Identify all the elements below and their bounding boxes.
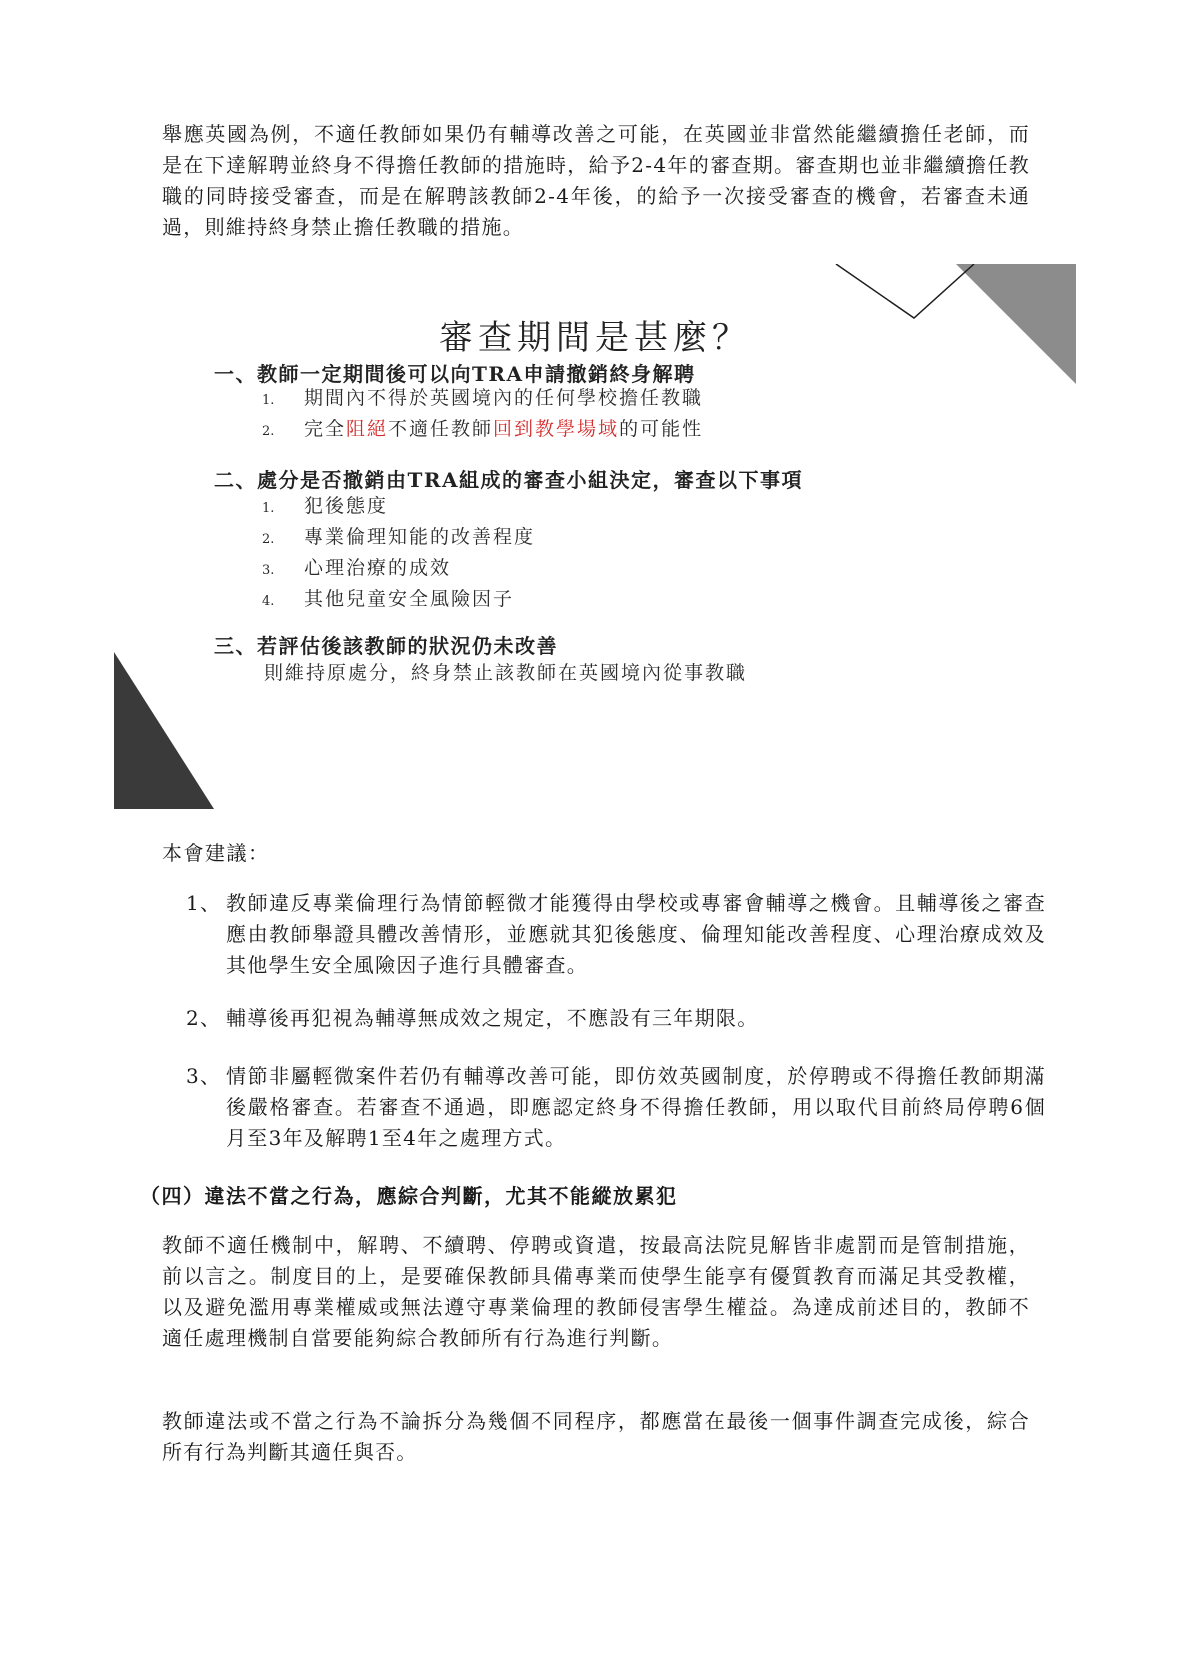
text-segment: 完全 — [304, 418, 347, 440]
recommendations-title: 本會建議： — [162, 841, 270, 865]
list-item-text: 期間內不得於英國境內的任何學校擔任教職 — [304, 387, 704, 409]
list-item-number: 2. — [262, 532, 275, 547]
slide-section-2-list — [262, 492, 535, 616]
slide-panel — [114, 264, 1076, 809]
list-item — [262, 554, 535, 585]
list-item-number: 3. — [262, 563, 275, 578]
list-item-number: 4. — [262, 594, 275, 609]
list-item — [262, 415, 703, 446]
outline-triangle-shape — [836, 264, 974, 318]
recommendation-text: 教師違反專業倫理行為情節輕微才能獲得由學校或專審會輔導之機會。且輔導後之審查應由教師舉證具體改善情形，並應就其犯後態度、倫理知能改善程度、心理治療成效及其他學生安全風險因子進行具體審查。 — [226, 891, 1046, 977]
body-paragraph: 教師不適任機制中，解聘、不續聘、停聘或資遣，按最高法院見解皆非處罰而是管制措施，前以言之。制度目的上，是要確保教師具備專業而使學生能享有優質教育而滿足其受教權，以及避免濫用專業權威或無法遵守專業倫理的教師侵害學生權益。為達成前述目的，教師不適任處理機制自當要能夠綜合教師所有行為進行判斷。 — [162, 1233, 1030, 1350]
slide-section-3-heading: 三、若評估後該教師的狀況仍未改善 — [214, 634, 558, 658]
recommendation-item — [186, 1061, 1046, 1154]
list-item-number: 1. — [262, 393, 275, 408]
highlight-text: 阻絕 — [346, 418, 389, 440]
list-item-text: 其他兒童安全風險因子 — [304, 588, 515, 610]
text-segment: 的可能性 — [619, 418, 704, 440]
slide-title: 審查期間是甚麼？ — [439, 318, 751, 358]
list-item — [262, 384, 703, 415]
list-item-number: 1. — [262, 501, 275, 516]
recommendation-number: 1、 — [186, 891, 222, 915]
dark-triangle-shape — [114, 652, 214, 809]
list-item-text: 專業倫理知能的改善程度 — [304, 526, 536, 548]
recommendation-number: 2、 — [186, 1006, 222, 1030]
slide-section-1-list — [262, 384, 703, 446]
recommendation-item — [186, 1003, 1046, 1034]
list-item-text — [304, 415, 703, 444]
list-item — [262, 492, 535, 523]
list-item-number: 2. — [262, 424, 275, 439]
slide-section-2-heading: 二、處分是否撤銷由TRA組成的審查小組決定，審查以下事項 — [214, 468, 804, 492]
list-item — [262, 585, 535, 616]
section-four-heading: （四）違法不當之行為，應綜合判斷，尤其不能縱放累犯 — [140, 1184, 678, 1208]
slide-section-1-heading: 一、教師一定期間後可以向TRA申請撤銷終身解聘 — [214, 362, 696, 386]
intro-paragraph: 舉應英國為例，不適任教師如果仍有輔導改善之可能，在英國並非當然能繼續擔任老師，而是在下達解聘並終身不得擔任教師的措施時，給予2-4年的審查期。審查期也並非繼續擔任教職的同時接受審查，而是在解聘該教師2-4年後，的給予一次接受審查的機會，若審查未通過，則維持終身禁止擔任教職的措施。 — [162, 122, 1030, 239]
text-segment: 不適任教師 — [388, 418, 494, 440]
recommendation-text: 輔導後再犯視為輔導無成效之規定，不應設有三年期限。 — [226, 1006, 759, 1030]
highlight-text: 回到教學場域 — [493, 418, 620, 440]
recommendation-item — [186, 888, 1046, 981]
body-paragraph: 教師違法或不當之行為不論拆分為幾個不同程序，都應當在最後一個事件調查完成後，綜合所有行為判斷其適任與否。 — [162, 1409, 1030, 1464]
recommendation-number: 3、 — [186, 1064, 222, 1088]
recommendation-text: 情節非屬輕微案件若仍有輔導改善可能，即仿效英國制度，於停聘或不得擔任教師期滿後嚴格審查。若審查不通過，即應認定終身不得擔任教師，用以取代目前終局停聘6個月至3年及解聘1至4年之處理方式。 — [226, 1064, 1046, 1150]
list-item-text: 心理治療的成效 — [304, 557, 452, 579]
list-item — [262, 523, 535, 554]
list-item-text: 犯後態度 — [304, 495, 389, 517]
slide-section-3-note: 則維持原處分，終身禁止該教師在英國境內從事教職 — [264, 662, 748, 684]
